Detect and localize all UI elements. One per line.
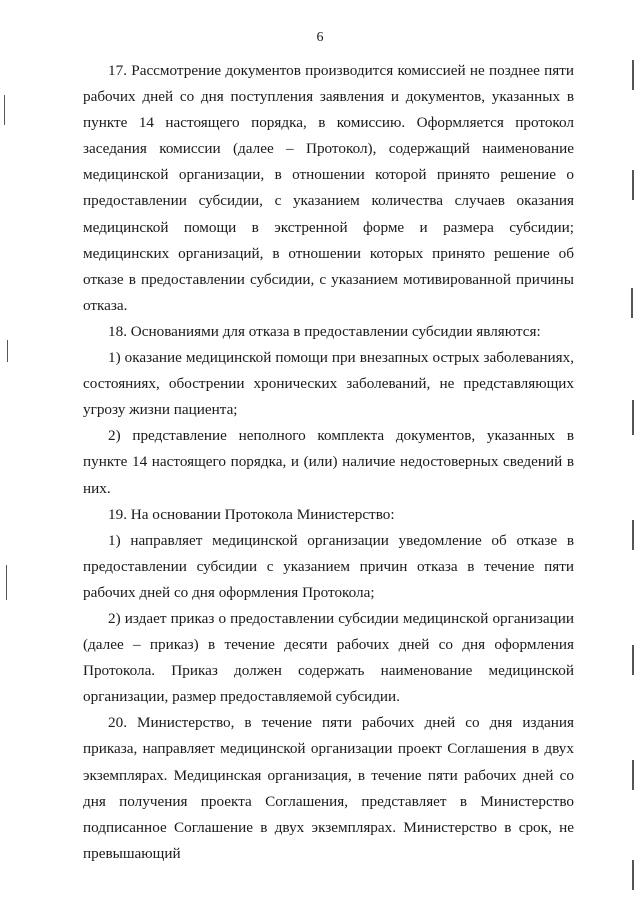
scan-edge-mark [631,288,633,318]
paragraph-19-item-1: 1) направляет медицинской организации уведомление об отказе в предоставлении субсидии с указанием причин отказа в течение пяти рабочих дней со дня оформления Протокола; [83,531,574,601]
paragraph-18: 18. Основаниями для отказа в предоставлении субсидии являются: [108,322,541,340]
scan-edge-mark [632,400,634,435]
scan-edge-mark [632,760,634,790]
paragraph-18-item-2: 2) представление неполного комплекта документов, указанных в пункте 14 настоящего порядка, и (или) наличие недостоверных сведений в них. [83,427,574,497]
scan-edge-mark [632,645,634,675]
page-number: 6 [316,30,324,45]
scan-edge-mark [632,170,634,200]
scan-edge-mark [6,565,7,600]
scan-edge-mark [632,520,634,550]
paragraph-19: 19. На основании Протокола Министерство: [108,505,395,523]
scan-edge-mark [7,340,8,362]
scan-edge-mark [632,860,634,890]
paragraph-19-item-2: 2) издает приказ о предоставлении субсидии медицинской организации (далее – приказ) в течение десяти рабочих дней со дня оформления Протокола. Приказ должен содержать наименование медицинской организации, размер предоставляемой субсидии. [83,609,574,706]
document-body [83,58,574,867]
paragraph-18-item-1: 1) оказание медицинской помощи при внезапных острых заболеваниях, состояниях, обострении хронических заболеваний, не представляющих угрозу жизни пациента; [83,349,574,419]
paragraph-17: 17. Рассмотрение документов производится комиссией не позднее пяти рабочих дней со дня поступления заявления и документов, указанных в пункте 14 настоящего порядка, в комиссию. Оформляется протокол заседания комиссии (далее – Протокол), содержащий наименование медицинской организации, в отношении которой принято решение о предоставлении субсидии, с указанием количества случаев оказания медицинской помощи в экстренной форме и размера субсидии; медицинских организаций, в отношении которых принято решение об отказе в предоставлении субсидии, с указанием мотивированной причины отказа. [83,62,574,314]
scan-edge-mark [632,60,634,90]
scan-edge-mark [4,95,5,125]
paragraph-20: 20. Министерство, в течение пяти рабочих дней со дня издания приказа, направляет медицинской организации проект Соглашения в двух экземплярах. Медицинская организация, в течение пяти рабочих дней со дня получения проекта Соглашения, представляет в Министерство подписанное Соглашение в двух экземплярах. Министерство в срок, не превышающий [83,714,574,862]
